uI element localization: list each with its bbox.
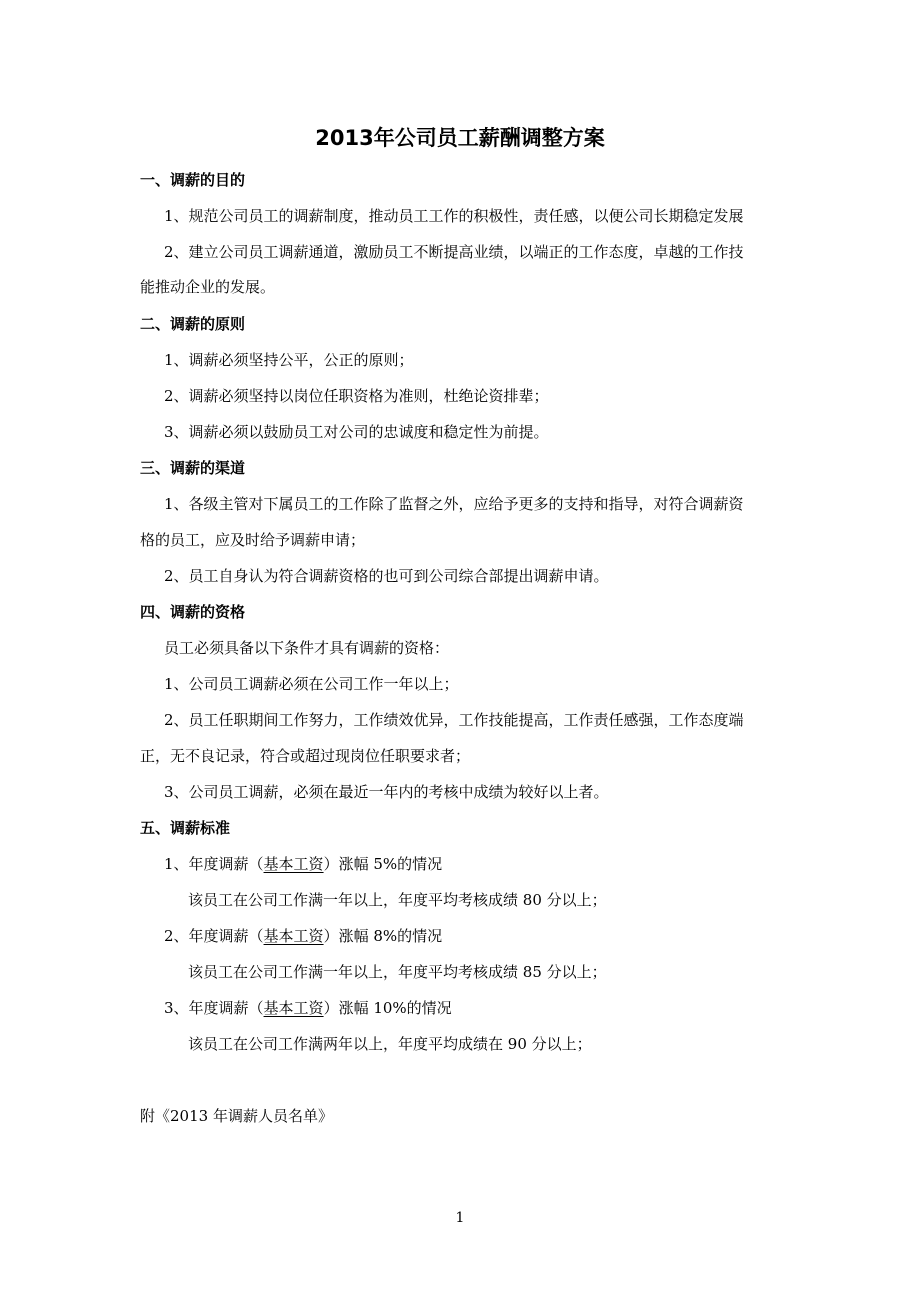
paragraph-continuation: 能推动企业的发展。 xyxy=(140,278,276,296)
paragraph-continuation: 格的员工，应及时给予调薪申请； xyxy=(140,531,366,549)
paragraph: 3、公司员工调薪，必须在最近一年内的考核中成绩为较好以上者。 xyxy=(164,783,609,801)
standard-item-detail: 该员工在公司工作满一年以上，年度平均考核成绩 85 分以上； xyxy=(188,963,607,981)
paragraph: 1、公司员工调薪必须在公司工作一年以上； xyxy=(164,675,459,693)
standard-item-detail: 该员工在公司工作满两年以上，年度平均成绩在 90 分以上； xyxy=(188,1035,592,1053)
paragraph: 2、员工任职期间工作努力，工作绩效优异，工作技能提高，工作责任感强，工作态度端 xyxy=(164,711,744,729)
standard-item-suffix: ）涨幅 5%的情况 xyxy=(323,855,443,873)
paragraph: 1、规范公司员工的调薪制度，推动员工工作的积极性，责任感，以便公司长期稳定发展 xyxy=(164,207,744,225)
underlined-term: 基本工资 xyxy=(263,999,324,1017)
section-heading-standards: 五、调薪标准 xyxy=(140,819,231,837)
document-title: 2013年公司员工薪酬调整方案 xyxy=(315,126,605,150)
page-number: 1 xyxy=(455,1210,465,1226)
underlined-term: 基本工资 xyxy=(263,927,324,945)
standard-item-detail: 该员工在公司工作满一年以上，年度平均考核成绩 80 分以上； xyxy=(188,891,607,909)
section-heading-purpose: 一、调薪的目的 xyxy=(140,171,246,189)
standard-item xyxy=(164,926,442,946)
standard-item xyxy=(164,998,452,1018)
paragraph: 员工必须具备以下条件才具有调薪的资格： xyxy=(164,639,450,657)
paragraph: 2、建立公司员工调薪通道，激励员工不断提高业绩，以端正的工作态度，卓越的工作技 xyxy=(164,243,744,261)
paragraph: 2、员工自身认为符合调薪资格的也可到公司综合部提出调薪申请。 xyxy=(164,567,609,585)
standard-item-prefix: 2、年度调薪（ xyxy=(164,927,264,945)
section-heading-principles: 二、调薪的原则 xyxy=(140,315,246,333)
section-heading-qualification: 四、调薪的资格 xyxy=(140,603,246,621)
standard-item-suffix: ）涨幅 8%的情况 xyxy=(323,927,443,945)
paragraph: 1、调薪必须坚持公平，公正的原则； xyxy=(164,351,414,369)
standard-item-prefix: 3、年度调薪（ xyxy=(164,999,264,1017)
paragraph-continuation: 正，无不良记录，符合或超过现岗位任职要求者； xyxy=(140,747,471,765)
paragraph: 1、各级主管对下属员工的工作除了监督之外，应给予更多的支持和指导，对符合调薪资 xyxy=(164,495,744,513)
standard-item-prefix: 1、年度调薪（ xyxy=(164,855,264,873)
section-heading-channels: 三、调薪的渠道 xyxy=(140,459,246,477)
standard-item xyxy=(164,854,442,874)
paragraph: 3、调薪必须以鼓励员工对公司的忠诚度和稳定性为前提。 xyxy=(164,423,549,441)
underlined-term: 基本工资 xyxy=(263,855,324,873)
paragraph: 2、调薪必须坚持以岗位任职资格为准则，杜绝论资排辈； xyxy=(164,387,549,405)
appendix-note: 附《2013 年调薪人员名单》 xyxy=(140,1107,333,1125)
standard-item-suffix: ）涨幅 10%的情况 xyxy=(323,999,452,1017)
